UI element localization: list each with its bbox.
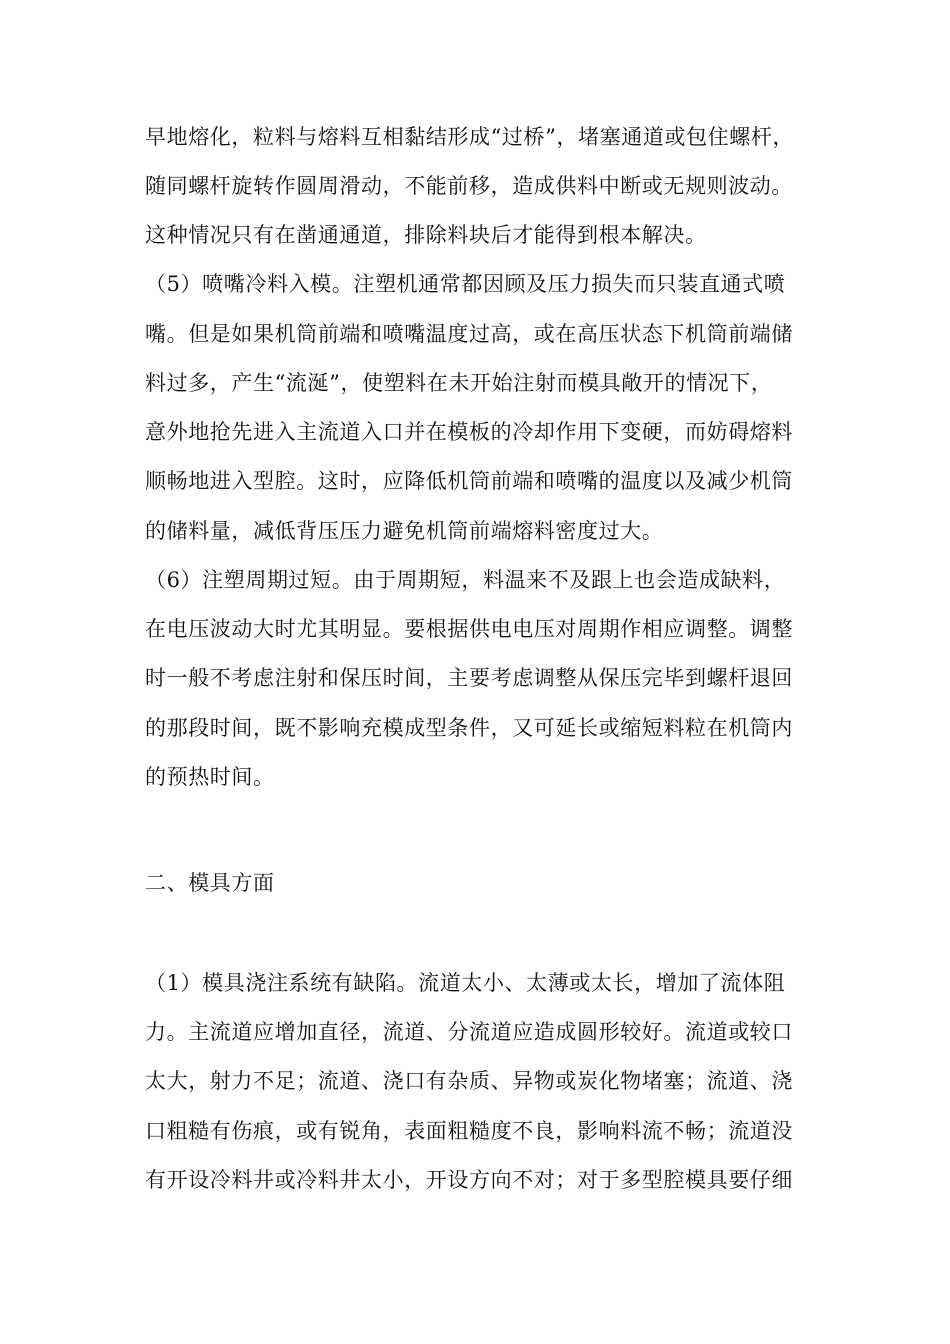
item-6-line-3: 时一般不考虑注射和保压时间，主要考虑调整从保压完毕到螺杆退回 [145,666,793,690]
item-6-line-4: 的那段时间，既不影响充模成型条件，又可延长或缩短料粒在机筒内 [145,716,793,740]
mold-item-1-line-4: 口粗糙有伤痕，或有锐角，表面粗糙度不良，影响料流不畅；流道没 [145,1119,793,1143]
section-heading: 二、模具方面 [145,871,275,895]
paragraph-continuation-line-3: 这种情况只有在凿通通道，排除料块后才能得到根本解决。 [145,223,707,247]
item-5-line-4: 意外地抢先进入主流道入口并在模板的冷却作用下变硬，而妨碍熔料 [145,420,793,444]
mold-item-1-line-2: 力。主流道应增加直径，流道、分流道应造成圆形较好。流道或较口 [145,1020,793,1044]
item-6-line-5: 的预热时间。 [145,765,275,789]
item-5-line-5: 顺畅地进入型腔。这时，应降低机筒前端和喷嘴的温度以及减少机筒 [145,469,793,493]
paragraph-continuation-line-1: 早地熔化，粒料与熔料互相黏结形成“过桥”，堵塞通道或包住螺杆， [145,125,795,149]
mold-item-1-line-3: 太大，射力不足；流道、浇口有杂质、异物或炭化物堵塞；流道、浇 [145,1069,793,1093]
item-6-line-1: （6）注塑周期过短。由于周期短，料温来不及跟上也会造成缺料， [145,568,786,592]
mold-item-1-line-1: （1）模具浇注系统有缺陷。流道太小、太薄或太长，增加了流体阻 [145,971,786,995]
mold-item-1-line-5: 有开设冷料井或冷料井太小，开设方向不对；对于多型腔模具要仔细 [145,1168,793,1192]
item-6-line-2: 在电压波动大时尤其明显。要根据供电电压对周期作相应调整。调整 [145,617,793,641]
item-5-line-3: 料过多，产生“流涎”，使塑料在未开始注射而模具敞开的情况下， [145,371,773,395]
item-5-line-1: （5）喷嘴冷料入模。注塑机通常都因顾及压力损失而只装直通式喷 [145,272,786,296]
item-5-line-6: 的储料量，减低背压压力避免机筒前端熔料密度过大。 [145,519,664,543]
paragraph-continuation-line-2: 随同螺杆旋转作圆周滑动，不能前移，造成供料中断或无规则波动。 [145,174,793,198]
item-5-line-2: 嘴。但是如果机筒前端和喷嘴温度过高，或在高压状态下机筒前端储 [145,322,793,346]
